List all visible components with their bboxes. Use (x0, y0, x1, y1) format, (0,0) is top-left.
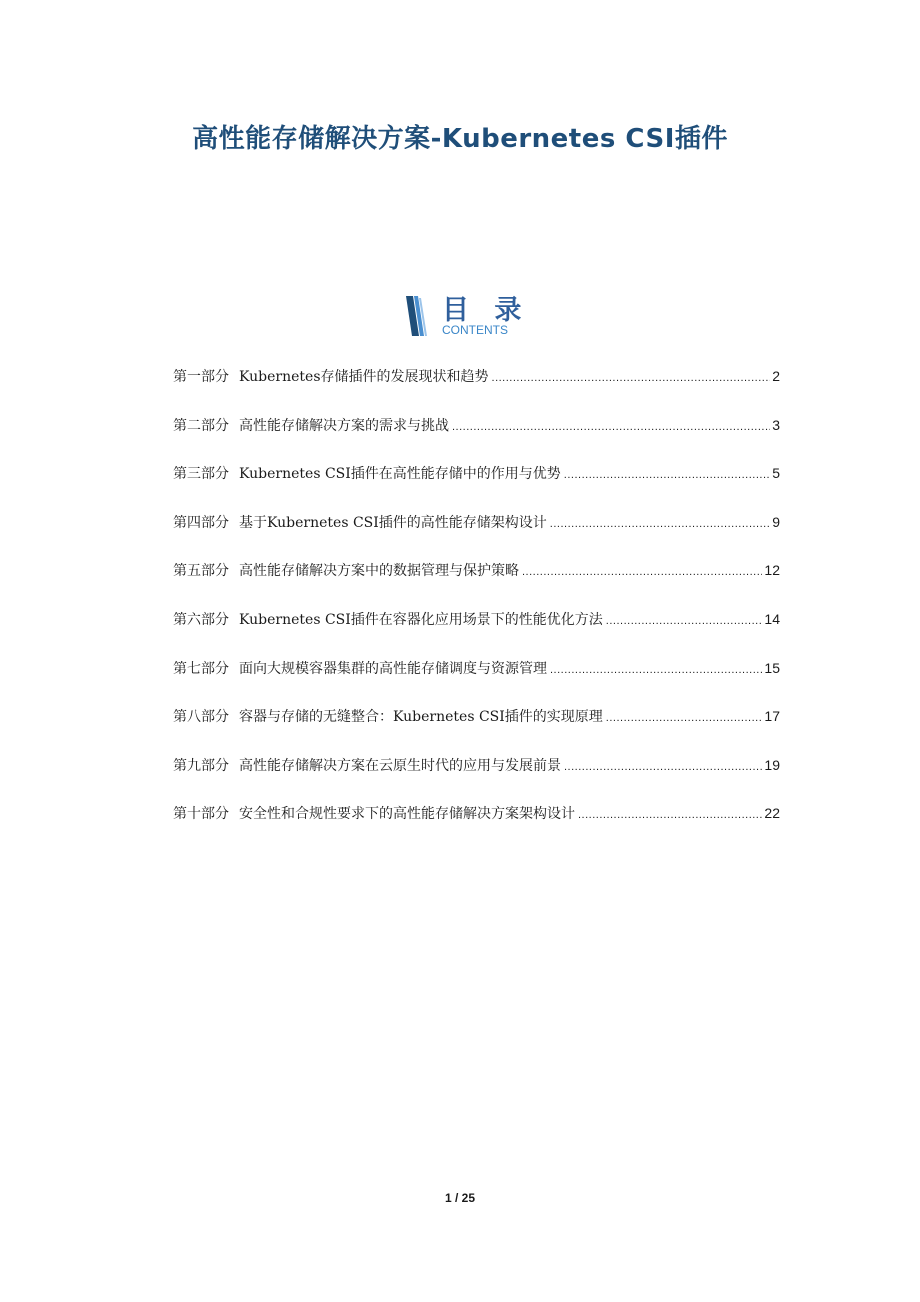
document-title: 高性能存储解决方案-Kubernetes CSI插件 (192, 124, 728, 154)
toc-entry-leader (564, 469, 770, 481)
toc-entry[interactable] (173, 706, 780, 755)
toc-entry-title: 面向大规模容器集群的高性能存储调度与资源管理 (239, 660, 547, 677)
toc-entry-leader (578, 809, 762, 821)
toc-entry-leader (492, 372, 771, 384)
toc-entry-page: 22 (764, 805, 780, 822)
toc-entry-page: 19 (764, 756, 780, 773)
toc-entry[interactable] (173, 658, 780, 707)
toc-entry-title: 高性能存储解决方案中的数据管理与保护策略 (239, 563, 519, 580)
toc-entry-page: 15 (764, 659, 780, 676)
toc-entry-part: 第三部分 (173, 466, 229, 483)
toc-entry-page: 5 (772, 465, 780, 482)
toc-entry-part: 第五部分 (173, 563, 229, 580)
page-indicator: 1 / 25 (444, 1191, 476, 1205)
toc-entry-title: 高性能存储解决方案在云原生时代的应用与发展前景 (239, 757, 561, 774)
toc-entry-part: 第九部分 (173, 757, 229, 774)
toc-entry-part: 第八部分 (173, 709, 229, 726)
toc-entry-page: 9 (772, 513, 780, 530)
toc-entry-part: 第六部分 (173, 611, 229, 628)
toc-entry-leader (564, 761, 762, 773)
toc-entry-page: 14 (764, 610, 780, 627)
toc-entry-title: 基于Kubernetes CSI插件的高性能存储架构设计 (239, 514, 547, 531)
toc-entry-leader (606, 615, 763, 627)
toc-entry-part: 第四部分 (173, 514, 229, 531)
toc-entry-part: 第七部分 (173, 660, 229, 677)
toc-entry-page: 2 (772, 368, 780, 384)
toc-entry-title: 高性能存储解决方案的需求与挑战 (239, 417, 449, 434)
toc-logo-icon (404, 294, 434, 338)
toc-entry-title: Kubernetes CSI插件在容器化应用场景下的性能优化方法 (239, 611, 603, 628)
toc-subheading: CONTENTS (442, 323, 508, 337)
toc-entry-title: Kubernetes存储插件的发展现状和趋势 (239, 369, 489, 385)
toc-entry-page: 17 (764, 708, 780, 725)
toc-entry-title: 容器与存储的无缝整合：Kubernetes CSI插件的实现原理 (239, 709, 603, 726)
toc-entry-leader (452, 421, 770, 433)
toc-list (173, 366, 780, 852)
toc-entry-title: Kubernetes CSI插件在高性能存储中的作用与优势 (239, 466, 561, 483)
toc-entry[interactable] (173, 803, 780, 852)
toc-entry[interactable] (173, 512, 780, 561)
toc-entry-title: 安全性和合规性要求下的高性能存储解决方案架构设计 (239, 806, 575, 823)
toc-header (404, 292, 534, 340)
toc-entry-leader (522, 566, 762, 578)
toc-heading: 目 录 (442, 295, 530, 326)
toc-entry-leader (606, 712, 763, 724)
toc-entry-part: 第一部分 (173, 369, 229, 385)
toc-entry-leader (550, 664, 762, 676)
toc-entry[interactable] (173, 609, 780, 658)
toc-entry-leader (550, 518, 770, 530)
toc-entry[interactable] (173, 755, 780, 804)
toc-entry-page: 12 (764, 562, 780, 579)
toc-entry[interactable] (173, 366, 780, 415)
toc-entry-part: 第十部分 (173, 806, 229, 823)
toc-entry-page: 3 (772, 416, 780, 433)
toc-entry-part: 第二部分 (173, 417, 229, 434)
toc-entry[interactable] (173, 463, 780, 512)
toc-entry[interactable] (173, 415, 780, 464)
toc-entry[interactable] (173, 560, 780, 609)
